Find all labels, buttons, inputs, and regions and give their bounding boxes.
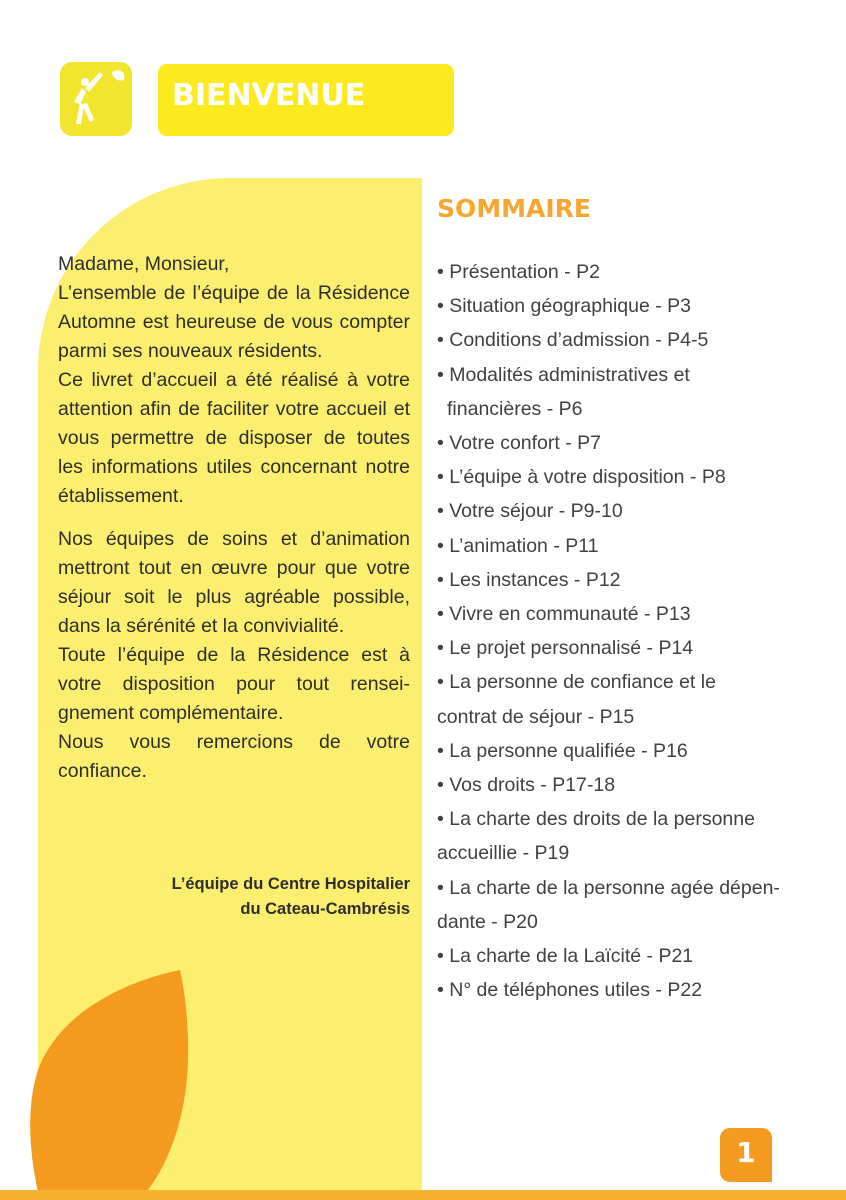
greeting: Madame, Monsieur, [58, 253, 230, 275]
page-title: BIENVENUE [172, 78, 366, 113]
bullet-icon: • [437, 363, 444, 386]
intro-paragraph: Nous vous remercions de votre confiance. [58, 731, 410, 782]
toc-item: • La personne qualifiée - P16 [437, 739, 688, 762]
toc-item: • Les instances - P12 [437, 568, 621, 591]
toc-item: • Vos droits - P17-18 [437, 774, 616, 797]
page-number: 1 [736, 1136, 756, 1169]
bullet-icon: • [437, 500, 444, 523]
toc-item: • Modalités administratives et [437, 363, 690, 386]
toc-item: • Présentation - P2 [437, 261, 600, 283]
intro-paragraph: Toute l’équipe de la Résidence est à votre disposition pour tout renseignement complémentaire. [58, 644, 410, 724]
toc-item-continuation: contrat de séjour - P15 [437, 705, 635, 728]
bullet-icon: • [437, 637, 444, 660]
bottom-bar [0, 1190, 846, 1200]
signature-line: L’équipe du Centre Hospitalier [171, 875, 410, 893]
intro-paragraph: Ce livret d’accueil a été réalisé à votre attention afin de faciliter votre accueil et vous permettre de disposer de toutes les informations utiles concernant notre établissement. [58, 369, 410, 507]
bullet-icon: • [437, 808, 444, 831]
toc-item: • Votre confort - P7 [437, 432, 601, 455]
toc-item: • Votre séjour - P9-10 [437, 500, 623, 523]
toc-item: • N° de téléphones utiles - P22 [437, 979, 703, 1002]
bullet-icon: • [437, 261, 444, 283]
intro-paragraph: L’ensemble de l’équipe de la Résidence Automne est heureuse de vous compter parmi ses nouveaux résidents. [58, 282, 410, 362]
intro-paragraph: Nos équipes de soins et d’animation mettront tout en œuvre pour que votre séjour soit le plus agréable possible, dans la sérénité et la convivialité. [58, 528, 410, 637]
table-of-contents [437, 255, 817, 1007]
toc-item: • Le projet personnalisé - P14 [437, 637, 694, 660]
toc-item: • L’équipe à votre disposition - P8 [437, 466, 726, 489]
toc-item: • La charte des droits de la personne [437, 808, 755, 831]
signature-line: du Cateau-Cambrésis [240, 900, 410, 918]
toc-item: • L’animation - P11 [437, 534, 599, 557]
bullet-icon: • [437, 295, 444, 318]
toc-item: • La charte de la personne agée dépen- [437, 876, 780, 899]
bullet-icon: • [437, 466, 444, 489]
bullet-icon: • [437, 774, 444, 797]
toc-item-continuation: accueillie - P19 [437, 842, 570, 865]
bullet-icon: • [437, 945, 444, 968]
bullet-icon: • [437, 671, 444, 694]
orange-leaf-decoration [0, 970, 220, 1200]
toc-item: • Vivre en communauté - P13 [437, 603, 691, 626]
intro-text [58, 250, 410, 786]
bullet-icon: • [437, 329, 444, 352]
toc-item: • Situation géographique - P3 [437, 295, 692, 318]
page-number-badge [720, 1128, 772, 1182]
bullet-icon: • [437, 534, 444, 557]
bullet-icon: • [437, 876, 444, 899]
title-banner [158, 64, 454, 136]
toc-item: • Conditions d’admission - P4-5 [437, 329, 709, 352]
bullet-icon: • [437, 568, 444, 591]
toc-item: • La charte de la Laïcité - P21 [437, 945, 694, 968]
toc-item-continuation: financières - P6 [447, 397, 583, 420]
bullet-icon: • [437, 739, 444, 762]
signature [110, 872, 410, 922]
bullet-icon: • [437, 979, 444, 1002]
toc-item: • La personne de confiance et le [437, 671, 716, 694]
summary-title: SOMMAIRE [437, 194, 591, 223]
bullet-icon: • [437, 603, 444, 626]
bullet-icon: • [437, 432, 444, 455]
toc-item-continuation: dante - P20 [437, 910, 538, 933]
person-reaching-leaf-icon [60, 62, 132, 136]
logo [60, 62, 132, 136]
